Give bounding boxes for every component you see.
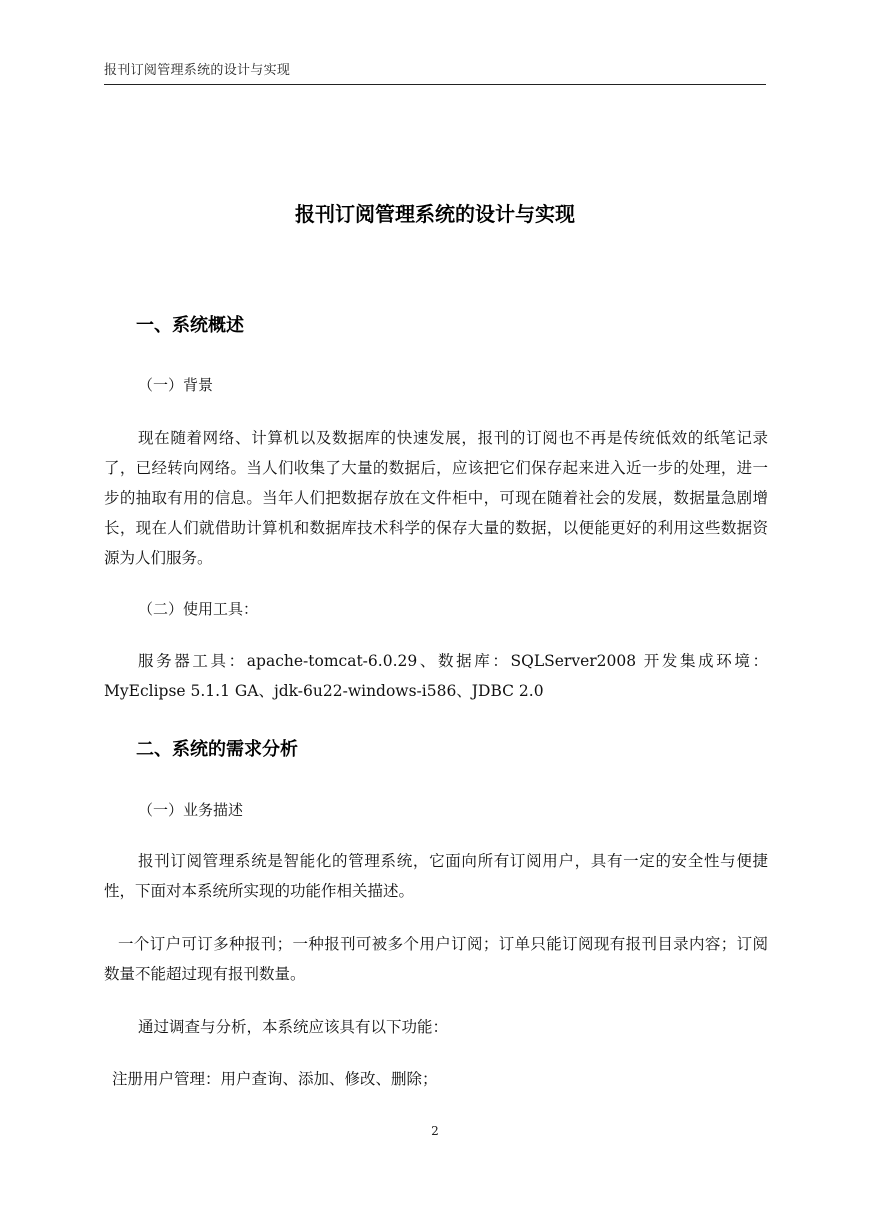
document-title: 报刊订阅管理系统的设计与实现 [295,202,575,226]
page-header [104,62,766,85]
paragraph-business-description: 报刊订阅管理系统是智能化的管理系统，它面向所有订阅用户，具有一定的安全性与便捷性，下面对本系统所实现的功能作相关描述。 [104,852,768,900]
section-heading-requirements: 二、系统的需求分析 [136,739,298,760]
subsection-heading-background: （一）背景 [138,376,214,394]
running-title: 报刊订阅管理系统的设计与实现 [104,63,291,78]
section-heading-overview: 一、系统概述 [136,315,244,336]
paragraph-functions-intro: 通过调查与分析，本系统应该具有以下功能： [138,1018,449,1036]
paragraph-background: 现在随着网络、计算机以及数据库的快速发展，报刊的订阅也不再是传统低效的纸笔记录了，已经转向网络。当人们收集了大量的数据后，应该把它们保存起来进入近一步的处理，进一步的抽取有用的信息。当年人们把数据存放在文件柜中，可现在随着社会的发展，数据量急剧增长，现在人们就借助计算机和数据库技术科学的保存大量的数据，以便能更好的利用这些数据资源为人们服务。 [104,429,768,567]
paragraph-subscription-rules: 一个订户可订多种报刊；一种报刊可被多个用户订阅；订单只能订阅现有报刊目录内容；订阅数量不能超过现有报刊数量。 [104,935,768,983]
paragraph-user-management: 注册用户管理：用户查询、添加、修改、删除； [112,1070,438,1088]
subsection-heading-business: （一）业务描述 [138,801,244,819]
paragraph-tools: 服务器工具：apache-tomcat-6.0.29、数据库：SQLServer2008 开发集成环境：MyEclipse 5.1.1 GA、jdk-6u22-windows-i586、JDBC 2.0 [104,652,768,700]
page-number: 2 [431,1124,439,1138]
subsection-heading-tools: （二）使用工具： [138,600,259,618]
